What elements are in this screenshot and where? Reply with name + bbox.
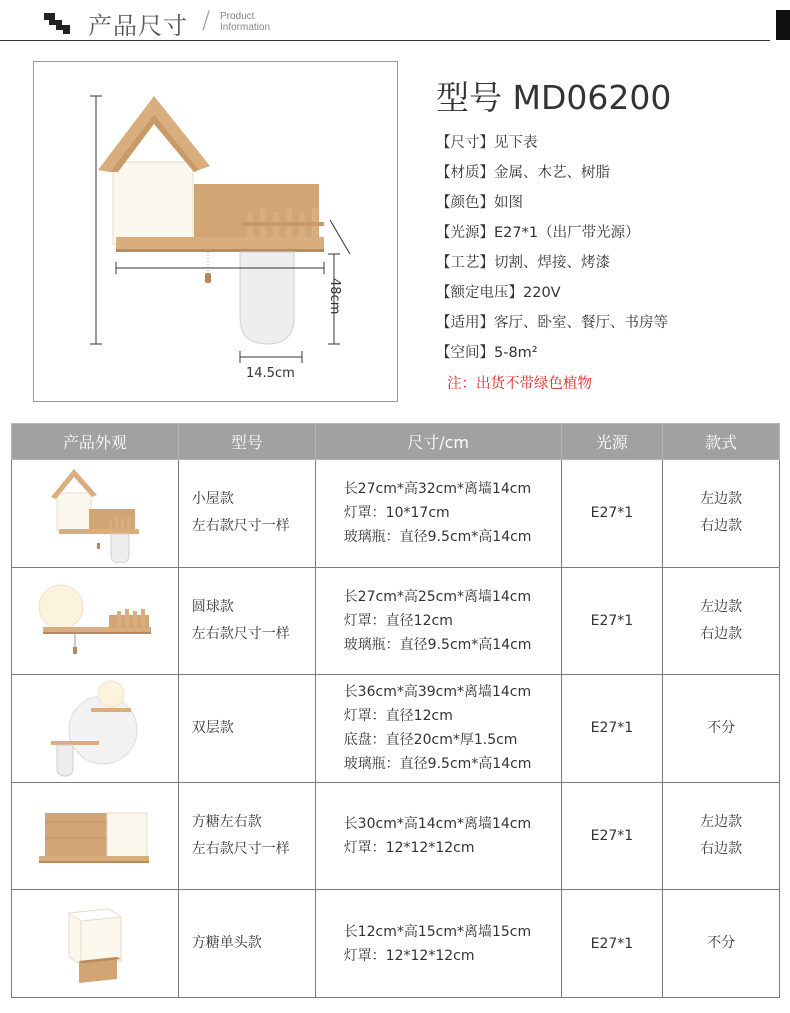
spec-list	[436, 131, 668, 371]
col-header-appearance: 产品外观	[12, 424, 179, 460]
size-line: 灯罩：10*17cm	[343, 505, 450, 522]
size-line: 灯罩：12*12*12cm	[343, 947, 475, 964]
house-lamp-image	[45, 463, 145, 563]
spec-space: 【空间】5-8m²	[436, 345, 538, 361]
col-header-style: 款式	[663, 424, 780, 460]
double-layer-lamp-image	[45, 678, 145, 778]
model-note: 左右款尺寸一样	[191, 518, 290, 535]
style-cell	[663, 460, 780, 568]
table-row	[12, 890, 780, 998]
col-header-size: 尺寸/cm	[315, 424, 561, 460]
brand-logo-icon	[42, 9, 72, 35]
style-cell	[663, 675, 780, 783]
model-name: 双层款	[191, 719, 234, 736]
col-header-model: 型号	[178, 424, 315, 460]
size-cell	[315, 675, 561, 783]
model-name: 方糖左右款	[191, 814, 262, 831]
spec-voltage: 【额定电压】220V	[436, 285, 561, 301]
size-line: 长36cm*高39cm*离墙14cm	[343, 684, 532, 701]
header-divider	[0, 40, 770, 41]
size-line: 灯罩：直径12cm	[343, 708, 453, 725]
size-line: 玻璃瓶：直径9.5cm*高14cm	[343, 636, 532, 653]
model-name-cell	[178, 890, 315, 998]
size-line: 底盘：直径20cm*厚1.5cm	[343, 732, 518, 749]
product-photo	[33, 61, 398, 402]
table-row	[12, 782, 780, 890]
col-header-light: 光源	[561, 424, 663, 460]
model-note: 左右款尺寸一样	[191, 625, 290, 642]
size-line: 灯罩：12*12*12cm	[343, 840, 475, 857]
model-name-cell	[178, 567, 315, 675]
size-line: 长12cm*高15cm*离墙15cm	[343, 923, 532, 940]
size-line: 长27cm*高25cm*离墙14cm	[343, 588, 532, 605]
model-name: 圆球款	[191, 598, 234, 615]
style-option: 不分	[707, 935, 736, 952]
section-title: 产品尺寸	[88, 12, 188, 40]
appearance-cell	[12, 567, 179, 675]
size-cell	[315, 890, 561, 998]
style-option: 右边款	[700, 625, 743, 642]
table-row	[12, 460, 780, 568]
size-cell	[315, 567, 561, 675]
style-option: 右边款	[700, 518, 743, 535]
spec-color: 【颜色】如图	[436, 195, 523, 211]
page-header	[0, 0, 790, 44]
size-cell	[315, 460, 561, 568]
appearance-cell	[12, 782, 179, 890]
style-cell	[663, 567, 780, 675]
size-line: 玻璃瓶：直径9.5cm*高14cm	[343, 756, 532, 773]
model-note: 左右款尺寸一样	[191, 841, 290, 858]
subtitle-line-2: Information	[220, 22, 271, 33]
size-line: 长30cm*高14cm*离墙14cm	[343, 816, 532, 833]
model-name: 方糖单头款	[191, 935, 262, 952]
appearance-cell	[12, 675, 179, 783]
appearance-cell	[12, 460, 179, 568]
size-line: 灯罩：直径12cm	[343, 612, 453, 629]
style-option: 不分	[707, 719, 736, 736]
spec-size: 【尺寸】见下表	[436, 135, 538, 151]
spec-application: 【适用】客厅、卧室、餐厅、书房等	[436, 315, 668, 331]
table-row	[12, 567, 780, 675]
model-name-cell	[178, 782, 315, 890]
model-name: 小屋款	[191, 491, 234, 508]
width-dimension-label: 14.5cm	[246, 366, 295, 381]
shipping-note: 注：出货不带绿色植物	[447, 376, 592, 392]
size-line: 玻璃瓶：直径9.5cm*高14cm	[343, 529, 532, 546]
title-separator: /	[202, 6, 211, 34]
model-table	[11, 423, 780, 998]
style-option: 左边款	[700, 598, 743, 615]
table-row	[12, 675, 780, 783]
subtitle-line-1: Product	[220, 11, 255, 22]
light-cell: E27*1	[561, 460, 663, 568]
appearance-cell	[12, 890, 179, 998]
spec-craft: 【工艺】切割、焊接、烤漆	[436, 255, 610, 271]
cube-double-lamp-image	[35, 801, 155, 871]
style-option: 左边款	[700, 491, 743, 508]
model-name-cell	[178, 460, 315, 568]
model-name-cell	[178, 675, 315, 783]
model-title: 型号 MD06200	[436, 78, 672, 117]
spec-material: 【材质】金属、木艺、树脂	[436, 165, 610, 181]
header-corner-block	[776, 10, 790, 40]
size-cell	[315, 782, 561, 890]
style-cell	[663, 782, 780, 890]
ball-lamp-image	[35, 581, 155, 661]
light-cell: E27*1	[561, 782, 663, 890]
light-cell: E27*1	[561, 675, 663, 783]
size-line: 长27cm*高32cm*离墙14cm	[343, 481, 532, 498]
style-cell	[663, 890, 780, 998]
height-dimension-label: 48cm	[327, 278, 342, 315]
spec-light-source: 【光源】E27*1（出厂带光源）	[436, 225, 640, 241]
light-cell: E27*1	[561, 567, 663, 675]
style-option: 右边款	[700, 841, 743, 858]
style-option: 左边款	[700, 814, 743, 831]
section-subtitle	[220, 11, 270, 33]
house-lamp-illustration	[34, 62, 399, 403]
table-header-row	[12, 424, 780, 460]
light-cell: E27*1	[561, 890, 663, 998]
cube-single-lamp-image	[55, 899, 135, 989]
